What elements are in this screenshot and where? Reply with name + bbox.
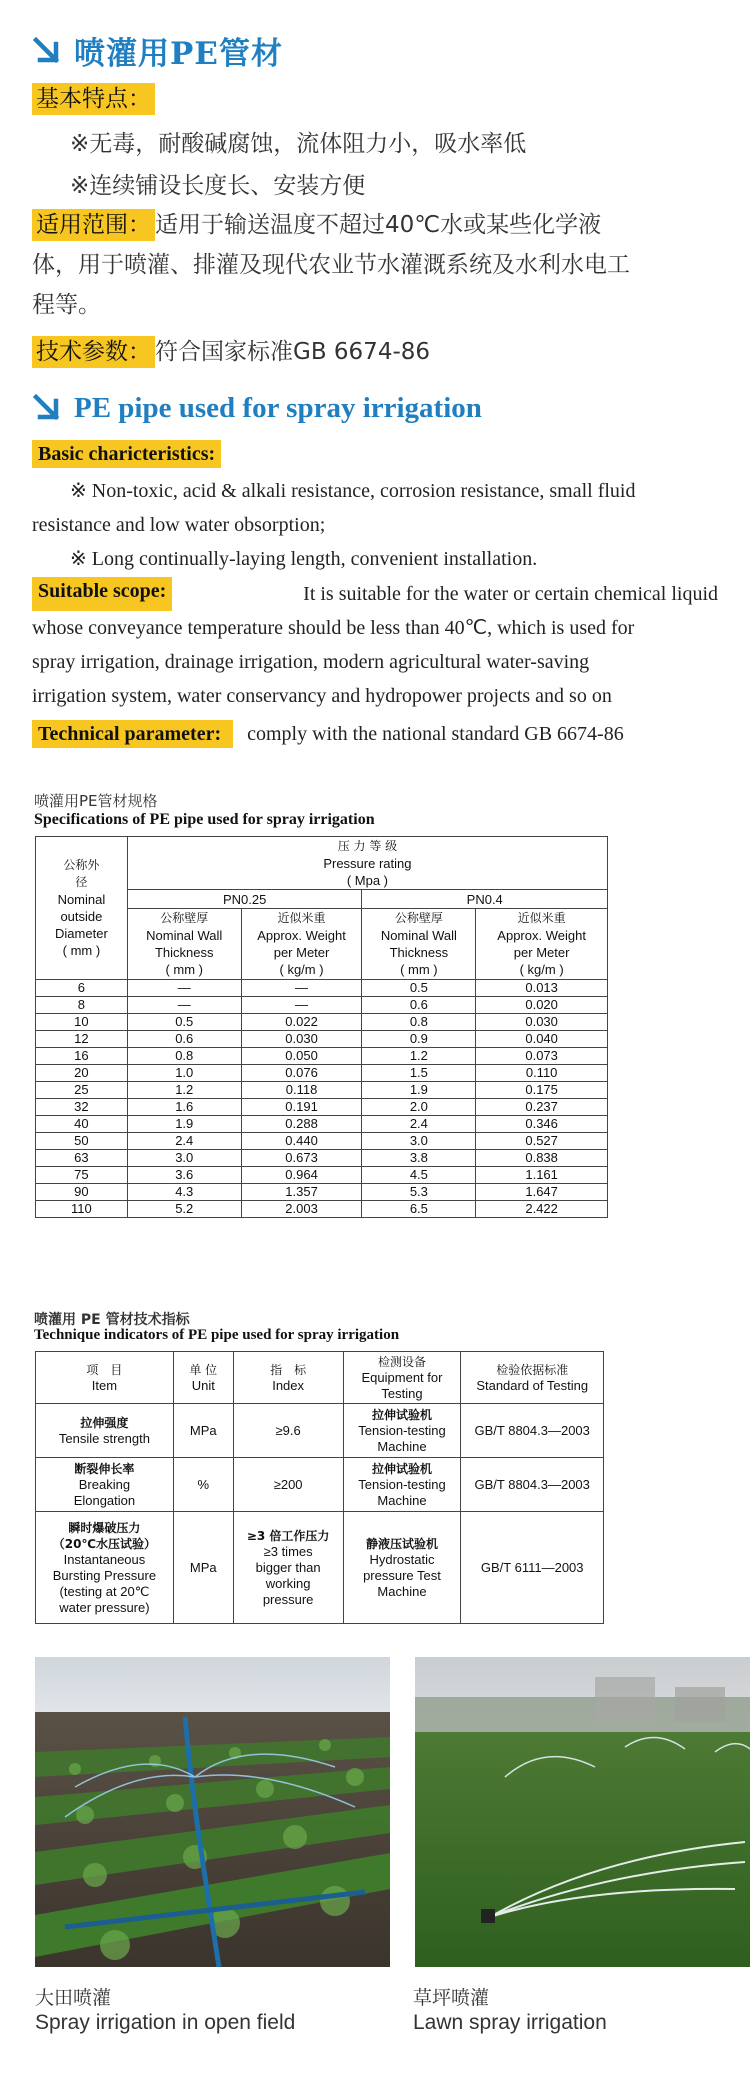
- table-cell: 0.673: [241, 1150, 362, 1167]
- table-cell: 0.191: [241, 1099, 362, 1116]
- spec-table-caption-zh: 喷灌用PE管材规格: [34, 792, 158, 810]
- table-cell: 6: [36, 980, 128, 997]
- tech-unit: %: [173, 1458, 233, 1512]
- zh-features-label-row: [32, 83, 155, 115]
- table-cell: 0.118: [241, 1082, 362, 1099]
- field-irrigation-image: [35, 1657, 390, 1967]
- table-cell: 32: [36, 1099, 128, 1116]
- table-cell: —: [127, 997, 241, 1014]
- zh-param-text: 符合国家标准GB 6674-86: [155, 339, 431, 365]
- table-cell: 0.022: [241, 1014, 362, 1031]
- table-cell: 1.2: [127, 1082, 241, 1099]
- en-param-label: Technical parameter:: [32, 720, 233, 748]
- table-cell: 0.175: [476, 1082, 608, 1099]
- table-row: [36, 980, 608, 997]
- spec-table-body: [36, 980, 608, 1218]
- photo-left-caption-en: Spray irrigation in open field: [35, 2011, 296, 2034]
- table-cell: 0.020: [476, 997, 608, 1014]
- table-cell: 25: [36, 1082, 128, 1099]
- tech-table: [35, 1351, 604, 1624]
- arrow-down-right-icon: [30, 34, 64, 68]
- spec-table-caption-en: Specifications of PE pipe used for spray irrigation: [34, 811, 375, 828]
- table-cell: 2.4: [362, 1116, 476, 1133]
- zh-param-label: 技术参数：: [32, 336, 155, 368]
- spec-weight-header-1: 近似米重 Approx. Weight per Meter ( kg/m ): [241, 909, 362, 980]
- table-row: [36, 1512, 604, 1624]
- table-cell: 2.0: [362, 1099, 476, 1116]
- table-cell: 0.5: [362, 980, 476, 997]
- en-scope-1: It is suitable for the water or certain chemical liquid: [303, 583, 718, 605]
- tech-table-caption-en: Technique indicators of PE pipe used for spray irrigation: [34, 1327, 400, 1343]
- table-cell: 110: [36, 1201, 128, 1218]
- spec-wall-header-2: 公称壁厚 Nominal Wall Thickness ( mm ): [362, 909, 476, 980]
- table-row: [36, 1014, 608, 1031]
- tech-header-standard: 检验依据标准 Standard of Testing: [461, 1352, 604, 1404]
- tech-equipment: 静液压试验机 Hydrostatic pressure Test Machine: [343, 1512, 461, 1624]
- tech-header-index: 指 标 Index: [233, 1352, 343, 1404]
- spec-pressure-header: 压 力 等 级 Pressure rating ( Mpa ): [127, 837, 607, 890]
- table-cell: 1.0: [127, 1065, 241, 1082]
- table-cell: 3.0: [127, 1150, 241, 1167]
- table-row: [36, 1065, 608, 1082]
- table-cell: 75: [36, 1167, 128, 1184]
- table-row: [36, 1099, 608, 1116]
- zh-feature-1: ※无毒，耐酸碱腐蚀，流体阻力小，吸水率低: [70, 131, 527, 157]
- en-param-row: [32, 717, 718, 751]
- tech-index: ≥3 倍工作压力 ≥3 times bigger than working pressure: [233, 1512, 343, 1624]
- en-param-text: comply with the national standard GB 6674-86: [247, 723, 624, 745]
- zh-scope-paragraph: [32, 205, 722, 325]
- spec-table: [35, 836, 608, 1218]
- table-row: [36, 1201, 608, 1218]
- en-scope-2: whose conveyance temperature should be less than 40℃, which is used for: [32, 617, 635, 639]
- table-cell: 6.5: [362, 1201, 476, 1218]
- en-scope-label: Suitable scope:: [32, 577, 172, 611]
- table-cell: 1.5: [362, 1065, 476, 1082]
- table-row: [36, 1167, 608, 1184]
- table-cell: 2.422: [476, 1201, 608, 1218]
- table-cell: 0.040: [476, 1031, 608, 1048]
- zh-scope-text-1: 适用于输送温度不超过40℃水或某些化学液: [155, 212, 602, 238]
- table-cell: 0.8: [127, 1048, 241, 1065]
- tech-standard: GB/T 8804.3—2003: [461, 1404, 604, 1458]
- tech-table-caption-zh: 喷灌用 PE 管材技术指标: [34, 1312, 190, 1328]
- table-cell: 0.030: [241, 1031, 362, 1048]
- table-cell: 1.9: [127, 1116, 241, 1133]
- spec-pn025: PN0.25: [127, 890, 362, 909]
- table-row: [36, 1458, 604, 1512]
- table-cell: 0.076: [241, 1065, 362, 1082]
- table-cell: 0.237: [476, 1099, 608, 1116]
- en-basic-label-row: [32, 437, 718, 471]
- table-cell: 50: [36, 1133, 128, 1150]
- tech-index: ≥9.6: [233, 1404, 343, 1458]
- table-cell: 5.3: [362, 1184, 476, 1201]
- table-row: [36, 997, 608, 1014]
- en-bullet-1b: resistance and low water obsorption;: [32, 514, 326, 536]
- table-cell: 1.647: [476, 1184, 608, 1201]
- table-cell: 0.110: [476, 1065, 608, 1082]
- table-row: [36, 1133, 608, 1150]
- en-scope-4: irrigation system, water conservancy and hydropower projects and so on: [32, 685, 612, 707]
- table-cell: 12: [36, 1031, 128, 1048]
- arrow-down-right-icon: [30, 391, 64, 425]
- tech-equipment: 拉伸试验机 Tension-testing Machine: [343, 1404, 461, 1458]
- tech-header-item: 项 目 Item: [36, 1352, 174, 1404]
- en-bullet-2: ※ Long continually-laying length, convenient installation.: [70, 548, 538, 570]
- table-row: [36, 1031, 608, 1048]
- table-cell: —: [127, 980, 241, 997]
- table-cell: 1.357: [241, 1184, 362, 1201]
- photo-left-caption-zh: 大田喷灌: [35, 1987, 112, 2009]
- table-cell: 1.9: [362, 1082, 476, 1099]
- table-cell: 16: [36, 1048, 128, 1065]
- table-cell: 1.161: [476, 1167, 608, 1184]
- table-cell: 0.346: [476, 1116, 608, 1133]
- en-scope-paragraph: [32, 577, 718, 713]
- zh-title: 喷灌用PE管材: [74, 36, 283, 72]
- en-scope-3: spray irrigation, drainage irrigation, modern agricultural water-saving: [32, 651, 590, 673]
- table-cell: 0.050: [241, 1048, 362, 1065]
- tech-index: ≥200: [233, 1458, 343, 1512]
- en-basic-label: Basic charicteristics:: [32, 440, 221, 468]
- table-cell: 3.6: [127, 1167, 241, 1184]
- tech-item-elongation: 断裂伸长率 Breaking Elongation: [36, 1458, 174, 1512]
- tech-item-tensile: 拉伸强度 Tensile strength: [36, 1404, 174, 1458]
- zh-param-row: [32, 336, 430, 368]
- table-cell: 4.3: [127, 1184, 241, 1201]
- table-row: [36, 1404, 604, 1458]
- spec-pn04: PN0.4: [362, 890, 608, 909]
- table-cell: 8: [36, 997, 128, 1014]
- table-cell: 0.964: [241, 1167, 362, 1184]
- table-cell: 0.440: [241, 1133, 362, 1150]
- table-row: [36, 1150, 608, 1167]
- table-cell: 90: [36, 1184, 128, 1201]
- table-cell: 0.6: [127, 1031, 241, 1048]
- lawn-irrigation-image: [415, 1657, 750, 1967]
- zh-feature-2: ※连续铺设长度长、安装方便: [70, 173, 366, 199]
- tech-standard: GB/T 8804.3—2003: [461, 1458, 604, 1512]
- table-cell: —: [241, 980, 362, 997]
- table-cell: 63: [36, 1150, 128, 1167]
- table-cell: 0.288: [241, 1116, 362, 1133]
- table-cell: 2.4: [127, 1133, 241, 1150]
- table-cell: 4.5: [362, 1167, 476, 1184]
- table-cell: 2.003: [241, 1201, 362, 1218]
- photo-right-caption-zh: 草坪喷灌: [413, 1987, 490, 2009]
- table-cell: 0.838: [476, 1150, 608, 1167]
- tech-equipment: 拉伸试验机 Tension-testing Machine: [343, 1458, 461, 1512]
- en-title: PE pipe used for spray irrigation: [74, 391, 482, 424]
- en-bullet-1a: ※ Non-toxic, acid & alkali resistance, corrosion resistance, small fluid: [70, 480, 636, 502]
- table-cell: 0.073: [476, 1048, 608, 1065]
- zh-scope-label: 适用范围：: [32, 209, 155, 241]
- table-row: [36, 1116, 608, 1133]
- table-cell: 3.0: [362, 1133, 476, 1150]
- tech-unit: MPa: [173, 1404, 233, 1458]
- table-cell: 1.2: [362, 1048, 476, 1065]
- table-cell: 0.527: [476, 1133, 608, 1150]
- photo-right-caption-en: Lawn spray irrigation: [413, 2011, 607, 2034]
- table-row: [36, 1184, 608, 1201]
- table-cell: 0.8: [362, 1014, 476, 1031]
- tech-item-bursting: 瞬时爆破压力（20℃水压试验） Instantaneous Bursting Pressure (testing at 20℃ water pressure): [36, 1512, 174, 1624]
- tech-unit: MPa: [173, 1512, 233, 1624]
- zh-scope-text-3: 程等。: [32, 292, 101, 318]
- table-cell: 5.2: [127, 1201, 241, 1218]
- table-cell: 20: [36, 1065, 128, 1082]
- spec-col-diameter: 公称外径 Nominal outside Diameter ( mm ): [36, 837, 128, 980]
- table-cell: 0.5: [127, 1014, 241, 1031]
- en-section-heading: [30, 391, 482, 425]
- table-cell: 40: [36, 1116, 128, 1133]
- tech-header-equipment: 检测设备 Equipment for Testing: [343, 1352, 461, 1404]
- zh-section-heading: [30, 28, 283, 73]
- table-row: [36, 1048, 608, 1065]
- spec-wall-header-1: 公称壁厚 Nominal Wall Thickness ( mm ): [127, 909, 241, 980]
- table-cell: 0.013: [476, 980, 608, 997]
- photo-open-field: [35, 1657, 390, 1967]
- table-cell: 3.8: [362, 1150, 476, 1167]
- table-row: [36, 1082, 608, 1099]
- table-cell: 0.6: [362, 997, 476, 1014]
- table-cell: —: [241, 997, 362, 1014]
- zh-features-label: 基本特点：: [32, 83, 155, 115]
- photo-lawn: [415, 1657, 750, 1967]
- table-cell: 0.9: [362, 1031, 476, 1048]
- table-cell: 10: [36, 1014, 128, 1031]
- table-cell: 1.6: [127, 1099, 241, 1116]
- table-cell: 0.030: [476, 1014, 608, 1031]
- tech-header-unit: 单 位 Unit: [173, 1352, 233, 1404]
- zh-scope-text-2: 体，用于喷灌、排灌及现代农业节水灌溉系统及水利水电工: [32, 252, 630, 278]
- spec-weight-header-2: 近似米重 Approx. Weight per Meter ( kg/m ): [476, 909, 608, 980]
- tech-standard: GB/T 6111—2003: [461, 1512, 604, 1624]
